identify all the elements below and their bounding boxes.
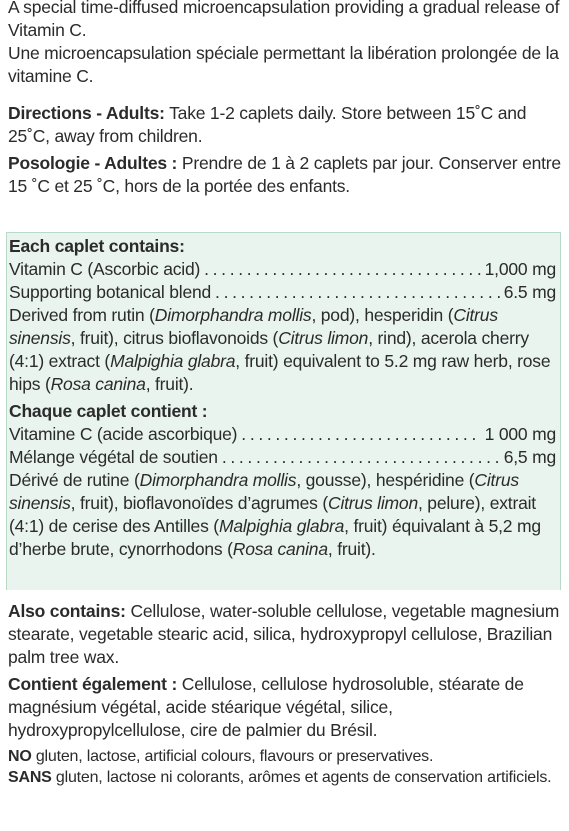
intro-directions-section (6, 0, 561, 198)
directions-fr-text: Prendre de 1 à 2 caplets par jour. Conserver entre 15 ˚C et 25 ˚C, hors de la portée des enfants. (8, 153, 561, 196)
derived-species: Malpighia glabra (218, 516, 345, 536)
derived-species: Dimorphandra mollis (154, 305, 312, 325)
free-from-fr-text: gluten, lactose ni colorants, arômes et agents de conservation artificiels. (55, 769, 552, 786)
ingredients-fr-heading-text: Chaque caplet contient : (9, 401, 208, 421)
derived-species: Dimorphandra mollis (139, 470, 297, 490)
ingredients-fr-derived (9, 469, 560, 561)
ingredient-row (9, 446, 556, 469)
derived-text: , fruit). (327, 539, 376, 559)
derived-species: Citrus sinensis (9, 470, 519, 513)
derived-species: Citrus sinensis (9, 305, 498, 348)
derived-species: Rosa canina (50, 374, 146, 394)
derived-text: Derived from rutin ( (9, 305, 155, 325)
directions-en-text: Take 1-2 caplets daily. Store between 15˚C and 25˚C, away from children. (8, 103, 527, 146)
free-from-en (8, 746, 561, 767)
ingredient-name: Mélange végétal de soutien (9, 447, 218, 467)
ingredient-amount: 6.5 mg (503, 282, 556, 302)
directions-fr (8, 152, 561, 198)
derived-text: , rind), acerola cherry (4:1) extract ( (9, 328, 529, 371)
leader-dots (222, 446, 500, 469)
derived-species: Rosa canina (232, 539, 328, 559)
free-from-en-label: NO (8, 748, 32, 765)
ingredients-fr-heading (9, 400, 560, 423)
free-from-fr-label: SANS (8, 769, 52, 786)
derived-text: , pelure), extrait (4:1) de cerise des Antilles ( (9, 493, 536, 536)
ingredients-en-heading-text: Each caplet contains: (9, 236, 185, 256)
ingredient-row (9, 258, 556, 281)
free-from-en-text: gluten, lactose, artificial colours, flavours or preservatives. (35, 748, 434, 765)
derived-text: , fruit). (145, 374, 194, 394)
derived-text: , fruit) equivalent to 5.2 mg raw herb, rose hips ( (9, 351, 551, 394)
directions-fr-label: Posologie - Adultes : (8, 153, 178, 173)
also-contains-en (8, 600, 561, 669)
intro-fr: Une microencapsulation spéciale permettant la libération prolongée de la vitamine C. (8, 43, 559, 86)
also-contains-fr-label: Contient également : (8, 674, 178, 694)
ingredients-en-derived (9, 304, 560, 396)
leader-dots (204, 258, 481, 281)
ingredient-row (9, 281, 556, 304)
also-contains-en-label: Also contains: (8, 601, 126, 621)
derived-species: Citrus limon (278, 328, 369, 348)
free-from-fr (8, 767, 561, 788)
derived-species: Citrus limon (328, 493, 418, 513)
intro-en: A special time-diffused microencapsulation providing a gradual release of Vitamin C. (8, 0, 560, 40)
derived-text: , fruit), bioflavonoïdes d’agrumes ( (70, 493, 328, 513)
ingredient-amount: 1 000 mg (484, 424, 556, 444)
ingredients-en-heading (9, 235, 560, 258)
leader-dots (241, 423, 480, 446)
derived-text: Dérivé de rutine ( (9, 470, 140, 490)
ingredients-panel (6, 232, 561, 590)
derived-text: , pod), hesperidin ( (311, 305, 454, 325)
derived-text: , fruit) équivalant à 5,2 mg d’herbe brute, cynorrhodons ( (9, 516, 541, 559)
derived-text: , fruit), citrus bioflavonoids ( (70, 328, 279, 348)
ingredient-name: Supporting botanical blend (9, 282, 212, 302)
also-contains-fr (8, 673, 561, 742)
also-contains-fr-text: Cellulose, cellulose hydrosoluble, stéarate de magnésium végétal, acide stéarique végétal, silice, hydroxypropylcellulose, cire de palmier du Brésil. (8, 674, 524, 740)
derived-species: Malpighia glabra (110, 351, 236, 371)
ingredient-row (9, 423, 556, 446)
derived-text: , gousse), hespéridine ( (296, 470, 475, 490)
ingredient-amount: 1,000 mg (484, 259, 556, 279)
directions-en-label: Directions - Adults: (8, 103, 165, 123)
other-ingredients-section (6, 600, 561, 788)
spacer (8, 88, 561, 102)
ingredient-name: Vitamine C (acide ascorbique) (9, 424, 238, 444)
ingredient-name: Vitamin C (Ascorbic acid) (9, 259, 201, 279)
also-contains-en-text: Cellulose, water-soluble cellulose, vegetable magnesium stearate, vegetable stearic acid, silica, hydroxypropyl cellulose, Brazilian palm tree wax. (8, 601, 560, 667)
ingredient-amount: 6,5 mg (503, 447, 556, 467)
leader-dots (215, 281, 500, 304)
directions-en (8, 102, 561, 148)
